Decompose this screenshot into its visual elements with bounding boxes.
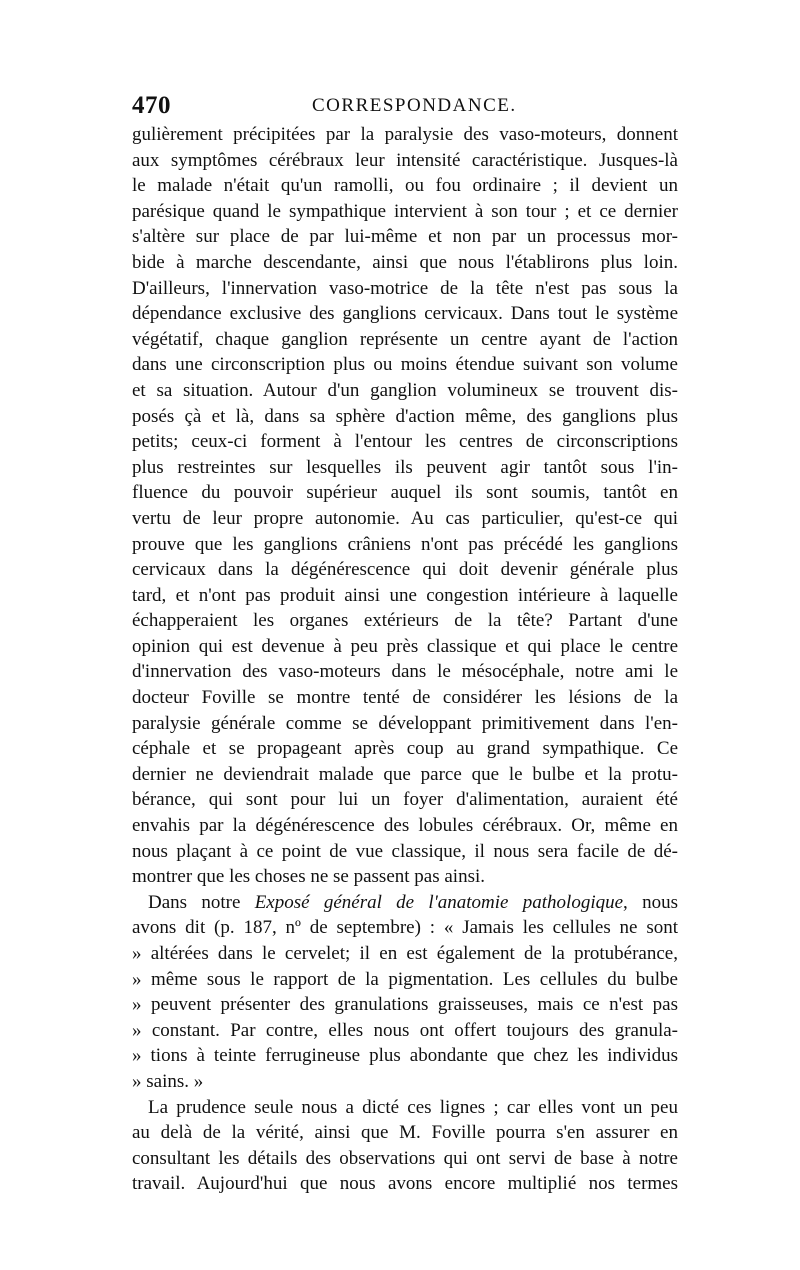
text-line: vertu de leur propre autonomie. Au cas particulier, qu'est-ce qui [132, 507, 678, 529]
text-line-quote-end: » sains. » [132, 1070, 204, 1092]
text-line-paragraph-start: La prudence seule nous a dicté ces lignes ; car elles vont un peu [148, 1096, 678, 1118]
text-line: bide à marche descendante, ainsi que nous l'établirons plus loin. [132, 251, 678, 273]
text-line: fluence du pouvoir supérieur auquel ils sont soumis, tantôt en [132, 482, 678, 504]
text-line: végétatif, chaque ganglion représente un centre ayant de l'action [132, 328, 678, 350]
text-line-paragraph-start: Dans notre Exposé général de l'anatomie pathologique, nous [148, 891, 678, 913]
text-line: D'ailleurs, l'innervation vaso-motrice de la tête n'est pas sous la [132, 277, 678, 299]
text-line-quote: » altérées dans le cervelet; il en est également de la protubérance, [132, 943, 678, 964]
text-line: céphale et se propageant après coup au grand sympathique. Ce [132, 738, 678, 760]
text-line-quote: avons dit (p. 187, nº de septembre) : « Jamais les cellules ne sont [132, 917, 678, 939]
text-line: prouve que les ganglions crâniens n'ont pas précédé les ganglions [132, 533, 678, 555]
text-line: bérance, qui sont pour lui un foyer d'alimentation, auraient été [132, 789, 678, 811]
text-line: gulièrement précipitées par la paralysie des vaso-moteurs, donnent [132, 124, 678, 145]
text-line: paralysie générale comme se développant primitivement dans l'en- [132, 712, 678, 734]
text-line: s'altère sur place de par lui-même et non par un processus mor- [132, 226, 678, 248]
text-line: dépendance exclusive des ganglions cervicaux. Dans tout le système [132, 303, 678, 325]
text-line: consultant les détails des observations qui ont servi de base à notre [132, 1147, 678, 1169]
text-line: d'innervation des vaso-moteurs dans le mésocéphale, notre ami le [132, 661, 678, 683]
text-line: petits; ceux-ci forment à l'entour les centres de circonscriptions [132, 431, 678, 453]
text-line-quote: » peuvent présenter des granulations graisseuses, mais ce n'est pas [132, 994, 678, 1016]
text-line: cervicaux dans la dégénérescence qui doit devenir générale plus [132, 559, 678, 581]
text-line: dernier ne deviendrait malade que parce que le bulbe et la protu- [132, 763, 678, 785]
text-line: au delà de la vérité, ainsi que M. Foville pourra s'en assurer en [132, 1122, 678, 1144]
text-line: opinion qui est devenue à peu près classique et qui place le centre [132, 635, 678, 657]
text-line: dans une circonscription plus ou moins étendue suivant son volume [132, 354, 678, 376]
text-line: plus restreintes sur lesquelles ils peuvent agir tantôt sous l'in- [132, 456, 678, 478]
text-line: parésique quand le sympathique intervient à son tour ; et ce dernier [132, 200, 678, 222]
text-line: nous plaçant à ce point de vue classique, il nous sera facile de dé- [132, 840, 678, 862]
page-header [132, 92, 678, 122]
text-line: et sa situation. Autour d'un ganglion volumineux se trouvent dis- [132, 379, 678, 401]
text-line: travail. Aujourd'hui que nous avons encore multiplié nos termes [132, 1173, 678, 1195]
text-line-quote: » constant. Par contre, elles nous ont offert toujours des granula- [132, 1019, 678, 1041]
text-line: échapperaient les organes extérieurs de la tête? Partant d'une [132, 610, 678, 632]
text-line-quote: » tions à teinte ferrugineuse plus abondante que chez les individus [132, 1045, 678, 1067]
page-number: 470 [132, 92, 171, 119]
text-line-paragraph-end: montrer que les choses ne se passent pas ainsi. [132, 866, 485, 888]
body-text [132, 122, 678, 1197]
text-line: envahis par la dégénérescence des lobules cérébraux. Or, même en [132, 815, 678, 837]
text-line: aux symptômes cérébraux leur intensité caractéristique. Jusques-là [132, 149, 678, 171]
running-head: CORRESPONDANCE. [312, 95, 517, 116]
text-line-quote: » même sous le rapport de la pigmentation. Les cellules du bulbe [132, 968, 678, 990]
text-line: docteur Foville se montre tenté de considérer les lésions de la [132, 687, 678, 709]
text-line: tard, et n'ont pas produit ainsi une congestion intérieure à laquelle [132, 584, 678, 606]
text-line: le malade n'était qu'un ramolli, ou fou ordinaire ; il devient un [132, 175, 678, 197]
text-line: posés çà et là, dans sa sphère d'action même, des ganglions plus [132, 405, 678, 427]
work-title: Exposé général de l'anatomie pathologique [254, 891, 624, 913]
